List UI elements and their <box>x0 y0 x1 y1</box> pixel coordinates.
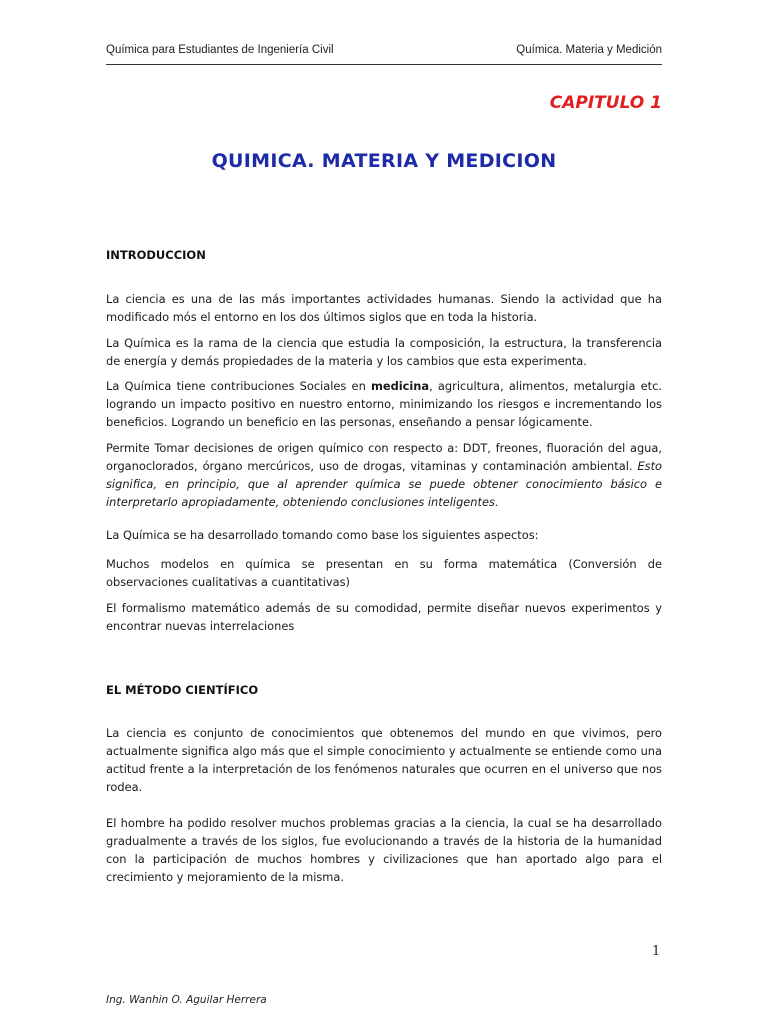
chapter-label: CAPITULO 1 <box>549 93 662 113</box>
paragraph: La ciencia es una de las más importantes actividades humanas. Siendo la actividad que ha modificado mós el entorno en los dos últimos siglos que en toda la historia. <box>106 292 662 324</box>
paragraph: El formalismo matemático además de su comodidad, permite diseñar nuevos experimentos y encontrar nuevas interrelaciones <box>106 601 662 633</box>
page-number: 1 <box>652 944 661 959</box>
header-course-title: Química para Estudiantes de Ingeniería Civil <box>106 44 334 56</box>
section-heading-metodo-cientifico: EL MÉTODO CIENTÍFICO <box>106 683 259 697</box>
paragraph: La Química se ha desarrollado tomando como base los siguientes aspectos: <box>106 528 539 542</box>
page-title: QUIMICA. MATERIA Y MEDICION <box>211 150 557 172</box>
paragraph: La ciencia es conjunto de conocimientos que obtenemos del mundo en que vivimos, pero actualmente significa algo más que el simple conocimiento y actualmente se entiende como una actitud frente a la interpretación de los fenómenos naturales que ocurren en el universo que nos rodea. <box>106 726 662 794</box>
paragraph: Muchos modelos en química se presentan en su forma matemática (Conversión de observaciones cualitativas a cuantitativas) <box>106 557 662 589</box>
paragraph: El hombre ha podido resolver muchos problemas gracias a la ciencia, la cual se ha desarrollado gradualmente a través de los siglos, fue evolucionando a través de la historia de la humanidad con la participación de muchos hombres y civilizaciones que han aportado algo para el crecimiento y mejoramiento de la misma. <box>106 816 662 884</box>
paragraph-text: Permite Tomar decisiones de origen químico con respecto a: DDT, freones, fluoración del agua, organoclorados, órgano mercúricos, uso de drogas, vitaminas y contaminación ambiental. <box>106 441 662 473</box>
header-chapter-title: Química. Materia y Medición <box>516 44 662 56</box>
paragraph-text: La Química tiene contribuciones Sociales en <box>106 379 371 393</box>
footer-author: Ing. Wanhin O. Aguilar Herrera <box>106 994 267 1006</box>
emphasis-medicina: medicina <box>371 379 430 393</box>
section-heading-introduccion: INTRODUCCION <box>106 248 206 262</box>
header-divider <box>106 64 662 65</box>
paragraph-text: , agricultura, alimentos, metalurgia etc. logrando un impacto positivo en nuestro entorno, minimizando los riesgos e incrementando los beneficios. Logrando un beneficio en las personas, enseñando a pensar lógicamente. <box>106 379 662 429</box>
paragraph <box>106 439 662 511</box>
paragraph <box>106 377 662 431</box>
paragraph: La Química es la rama de la ciencia que estudia la composición, la estructura, la transferencia de energía y demás propiedades de la materia y los cambios que esta experimenta. <box>106 336 662 368</box>
italic-note: Esto significa, en principio, que al aprender química se puede obtener conocimiento básico e interpretarlo apropiadamente, obteniendo conclusiones inteligentes. <box>106 459 663 509</box>
